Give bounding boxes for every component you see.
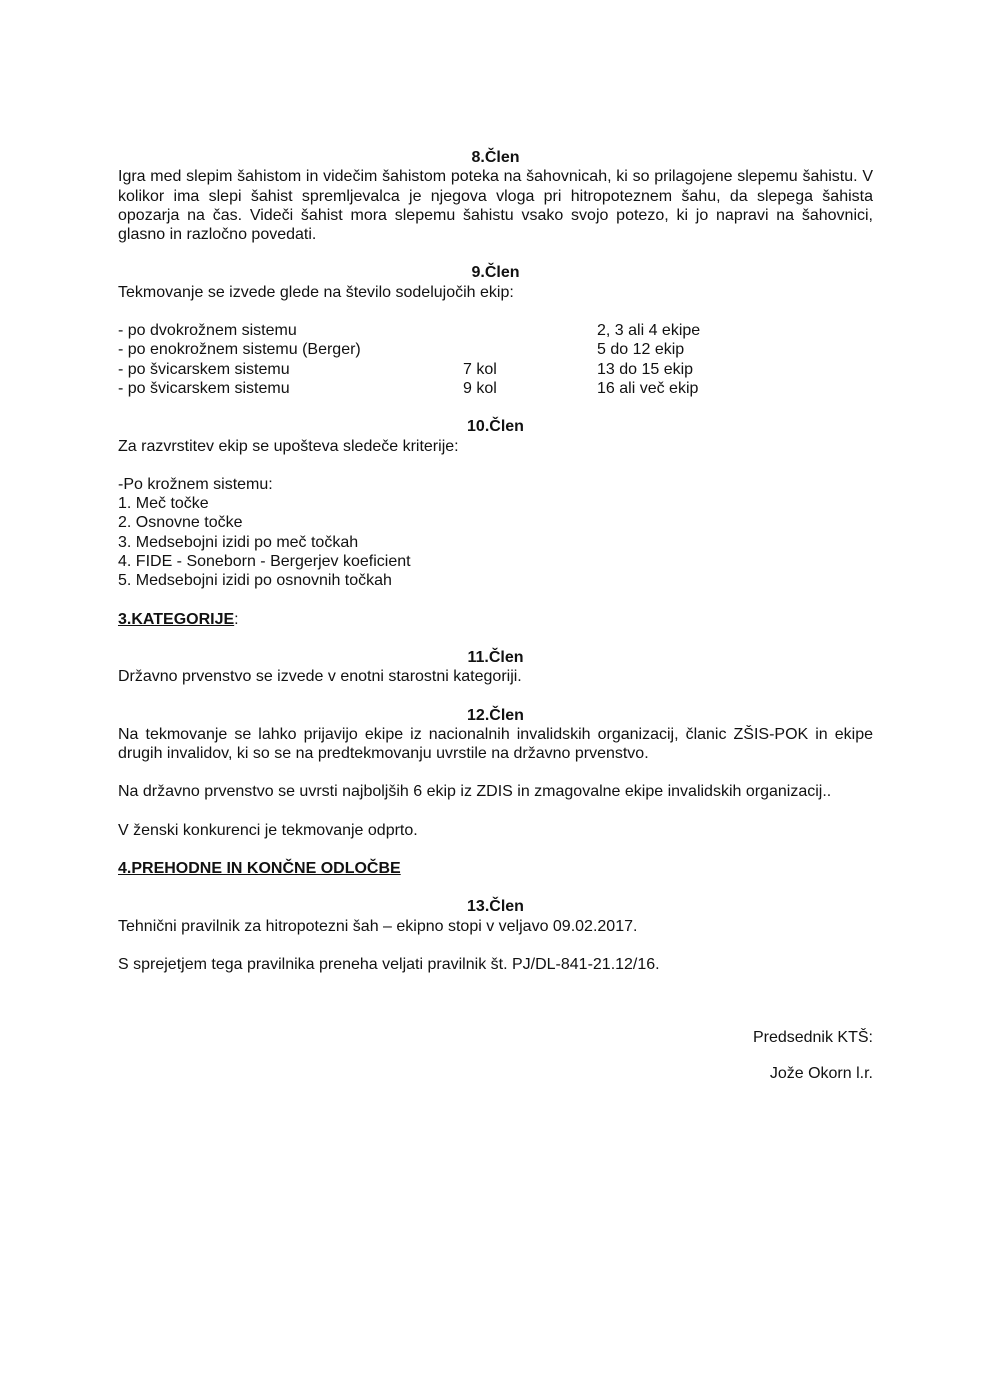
article-10-heading: 10.Člen [467,418,524,436]
section-4-title: 4.PREHODNE IN KONČNE ODLOČBE [118,860,401,878]
list-item: 1. Meč točke [118,495,209,513]
rounds-cell: 9 kol [463,379,497,397]
teams-cell: 5 do 12 ekip [597,341,685,359]
system-cell: - po švicarskem sistemu [118,360,290,378]
table-row [118,340,873,359]
round-robin-subheading: -Po krožnem sistemu: [118,475,273,493]
system-cell: - po enokrožnem sistemu (Berger) [118,341,361,359]
article-11-text: Državno prvenstvo se izvede v enotni starostni kategoriji. [118,668,522,686]
teams-cell: 16 ali več ekip [597,379,699,397]
teams-cell: 2, 3 ali 4 ekipe [597,322,701,340]
list-item: 3. Medsebojni izidi po meč točkah [118,533,359,551]
article-8-text: Igra med slepim šahistom in videčim šahistom poteka na šahovnicah, ki so prilagojene slepemu šahistu. V kolikor ima slepi šahist spremljevalca je njegova vloga pri hitropoteznem šahu, da slepega šahista opozarja na čas. Videči šahist mora slepemu šahistu vsako svojo potezo, ki jo napravi na šahovnici, glasno in razločno povedati. [118,168,873,244]
article-9-heading: 9.Člen [471,264,520,282]
table-row [118,360,873,379]
article-13-heading: 13.Člen [467,898,524,916]
article-11-heading: 11.Člen [467,648,524,666]
system-cell: - po dvokrožnem sistemu [118,322,297,340]
rounds-cell [463,321,597,340]
system-cell: - po švicarskem sistemu [118,379,290,397]
article-12-heading: 12.Člen [467,706,524,724]
rounds-cell: 7 kol [463,360,497,378]
competition-system-table [118,321,873,398]
signature-name: Jože Okorn l.r. [769,1064,873,1082]
article-8-heading: 8.Člen [471,149,520,166]
table-row [118,321,873,340]
article-13-paragraph-2: S sprejetjem tega pravilnika preneha veljati pravilnik št. PJ/DL-841-21.12/16. [118,955,660,973]
article-12-paragraph-1: Na tekmovanje se lahko prijavijo ekipe iz nacionalnih invalidskih organizacij, članic ZŠIS-POK in ekipe drugih invalidov, ki so se na predtekmovanju uvrstile na državno prvenstvo. [118,725,873,763]
article-12-paragraph-2: Na državno prvenstvo se uvrsti najboljših 6 ekip iz ZDIS in zmagovalne ekipe invalidskih organizacij.. [118,783,832,801]
article-10-intro: Za razvrstitev ekip se upošteva sledeče kriterije: [118,437,459,455]
article-12-paragraph-3: V ženski konkurenci je tekmovanje odprto. [118,821,418,839]
section-3-colon: : [234,610,239,628]
article-13-paragraph-1: Tehnični pravilnik za hitropotezni šah – ekipno stopi v veljavo 09.02.2017. [118,917,638,935]
section-3-title: 3.KATEGORIJE [118,610,235,628]
signature-role: Predsednik KTŠ: [752,1029,873,1047]
article-9-intro: Tekmovanje se izvede glede na število sodelujočih ekip: [118,283,514,301]
table-row [118,379,873,398]
list-item: 4. FIDE - Soneborn - Bergerjev koeficient [118,553,411,571]
list-item: 5. Medsebojni izidi po osnovnih točkah [118,572,392,590]
teams-cell: 13 do 15 ekip [597,360,694,378]
section-3-title-line [118,610,873,629]
document-page [118,148,873,1099]
list-item: 2. Osnovne točke [118,514,243,532]
rounds-cell [463,340,597,359]
